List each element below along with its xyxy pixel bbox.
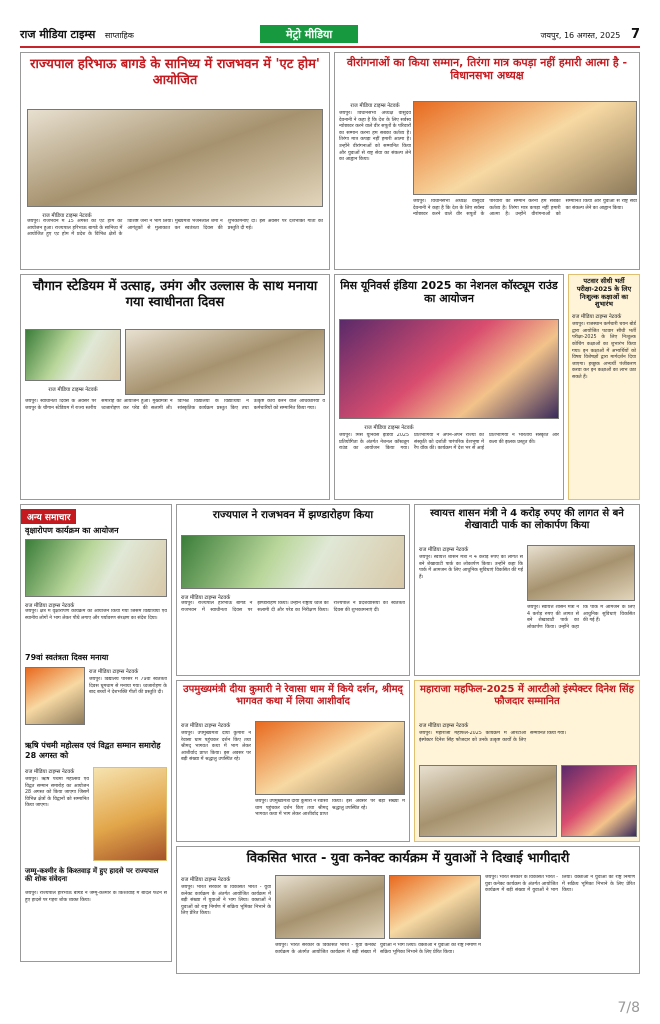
sidebar-headline: पटवार सीधी भर्ती परीक्षा-2025 के लिए निःशुल्क कक्षाओं का शुभारंभ — [576, 277, 632, 309]
photo-flag — [25, 329, 121, 381]
story-chaugan-stadium — [20, 274, 330, 500]
story-body: जयपुर। महाराजा महफिल-2025 कार्यक्रम में आरटीओ इंस्पेक्टर दिनेश सिंह फौजदार को उनके उत्कृष्ट कार्यों के लिए सम्मानित किया गया। — [419, 731, 566, 743]
story-shekhawati-park — [414, 504, 640, 676]
news-item-title: ऋषि पंचमी महोत्सव एवं विद्वत सम्मान समारोह 28 अगस्त को — [25, 741, 161, 760]
page-counter: 7/8 — [617, 1000, 640, 1016]
byline: राज मीडिया टाइम्स नेटवर्क — [419, 723, 469, 729]
news-item-body: जयपुर। विद्यालय परिसर में 79वां स्वतंत्रता दिवस धूमधाम से मनाया गया। ध्वजारोहण के बाद बच्चों ने देशभक्ति गीतों की प्रस्तुति दी। — [89, 677, 167, 696]
masthead — [20, 24, 640, 44]
story-body-continued: जयपुर। भारत सरकार के विकसित भारत - युवा कनेक्ट कार्यक्रम के अंतर्गत आयोजित कार्यक्रम में बड़ी संख्या में युवाओं ने भाग लिया। वक्ताओं ने युवाओं को राष्ट्र निर्माण में सक्रिय भूमिका निभाने के लिए प्रेरित किया। — [485, 875, 635, 894]
story-body: जयपुर। विधानसभा अध्यक्ष वासुदेव देवनानी ने कहा है कि देश के लिए सर्वस्व न्योछावर करने वाले वीर सपूतों के परिवारों का सम्मान करना हम सबका कर्तव्य है। तिरंगा मात्र कपड़ा नहीं हमारी आत्मा है। उन्होंने वीरांगनाओं को सम्मानित किया और युवाओं से राष्ट्र सेवा का संकल्प लेने का आह्वान किया। — [339, 111, 411, 163]
headline: उपमुख्यमंत्री दीया कुमारी ने रेवासा धाम में किये दर्शन, श्रीमद् भागवत कथा में लिया आशीर्वाद — [183, 684, 403, 708]
news-item-body: जयपुर। क्षेत्र में वृक्षारोपण कार्यक्रम का आयोजन किया गया जिसमें विद्यार्थियों एवं स्थानीय लोगों ने भाग लेकर पौधे लगाए और पर्यावरण संरक्षण का संदेश दिया। — [25, 609, 167, 621]
page-number: 7 — [630, 26, 640, 42]
byline: राज मीडिया टाइम्स नेटवर्क — [42, 213, 92, 219]
story-body: जयपुर। भारत सरकार के विकसित भारत - युवा कनेक्ट कार्यक्रम के अंतर्गत आयोजित कार्यक्रम में बड़ी संख्या में युवाओं ने भाग लिया। वक्ताओं ने युवाओं को राष्ट्र निर्माण में सक्रिय भूमिका निभाने के लिए प्रेरित किया। — [181, 885, 271, 917]
photo-plantation — [25, 539, 167, 597]
photo-at-home — [27, 109, 323, 207]
headline: महाराजा महफिल-2025 में आरटीओ इंस्पेक्टर दिनेश सिंह फौजदार सम्मानित — [420, 684, 634, 708]
story-body: जयपुर। उपमुख्यमंत्री दीया कुमारी ने रेवासा धाम पहुंचकर दर्शन किए तथा श्रीमद् भागवत कथा में भाग लेकर आशीर्वाद प्राप्त किया। इस अवसर पर बड़ी संख्या में श्रद्धालु उपस्थित रहे। — [181, 731, 251, 763]
paper-frequency: साप्ताहिक — [104, 30, 134, 40]
story-maharaja-mehfil — [414, 680, 640, 842]
news-item-title: वृक्षारोपण कार्यक्रम का आयोजन — [25, 526, 119, 535]
byline: राज मीडिया टाइम्स नेटवर्क — [48, 387, 98, 393]
sidebar-body: जयपुर। राजस्थान कर्मचारी चयन बोर्ड द्वारा आयोजित पटवार सीधी भर्ती परीक्षा-2025 के लिए निःशुल्क कोचिंग कक्षाओं का शुभारंभ किया गया। इन कक्षाओं में अभ्यर्थियों को विषय विशेषज्ञों द्वारा मार्गदर्शन दिया जाएगा। इच्छुक अभ्यर्थी पंजीकरण करवा कर इन कक्षाओं का लाभ उठा सकते हैं। — [572, 322, 636, 381]
news-item-byline: राज मीडिया टाइम्स नेटवर्क — [25, 769, 75, 775]
story-speaker-honors — [334, 52, 640, 270]
story-body: जयपुर। मिस यूनिवर्स इंडिया 2025 प्रतियोगिता के अंतर्गत नेशनल कॉस्ट्यूम राउंड का आयोजन किया गया। प्रतिभागियों ने अपने-अपने राज्यों की संस्कृति को दर्शाती पारंपरिक वेशभूषा में रैंप वॉक की। कार्यक्रम में देश भर से आई प्रतिभागियों ने भारतीय संस्कृति और कला की झलक प्रस्तुत की। — [339, 433, 559, 452]
photo-mehfil-stage — [561, 765, 637, 837]
other-news-column — [20, 504, 172, 962]
story-body: जयपुर। स्वायत्त शासन मंत्री ने 4 करोड़ रुपए की लागत से बने शेखावाटी पार्क का लोकार्पण किया। उन्होंने कहा कि पार्क में आमजन के लिए आधुनिक सुविधाएं विकसित की गई हैं। — [419, 555, 523, 580]
section-label: मेट्रो मीडिया — [260, 25, 358, 43]
photo-bhagwat-katha — [255, 721, 405, 795]
headline: चौगान स्टेडियम में उत्साह, उमंग और उल्लास के साथ मनाया गया स्वाधीनता दिवस — [32, 279, 318, 310]
news-item-body: जयपुर। राज्यपाल हरिभाऊ बागडे ने जम्मू-कश्मीर के किश्तवाड़ में बादल फटने से हुए हादसे पर गहरा शोक व्यक्त किया। — [25, 891, 167, 903]
story-body-continued: जयपुर। विधानसभा अध्यक्ष वासुदेव देवनानी ने कहा है कि देश के लिए सर्वस्व न्योछावर करने वाले वीर सपूतों के परिवारों का सम्मान करना हम सबका कर्तव्य है। तिरंगा मात्र कपड़ा नहीं हमारी आत्मा है। उन्होंने वीरांगनाओं को सम्मानित किया और युवाओं से राष्ट्र सेवा का संकल्प लेने का आह्वान किया। — [413, 199, 637, 218]
story-body-continued: जयपुर। भारत सरकार के विकसित भारत - युवा कनेक्ट कार्यक्रम के अंतर्गत आयोजित कार्यक्रम में बड़ी संख्या में युवाओं ने भाग लिया। वक्ताओं ने युवाओं को राष्ट्र निर्माण में सक्रिय भूमिका निभाने के लिए प्रेरित किया। — [275, 943, 481, 955]
news-item-title: 79वां स्वतंत्रता दिवस मनाया — [25, 653, 109, 662]
headline: मिस यूनिवर्स इंडिया 2025 का नेशनल कॉस्ट्यूम राउंड का आयोजन — [340, 279, 558, 306]
headline: स्वायत्त शासन मंत्री ने 4 करोड़ रुपए की लागत से बने शेखावाटी पार्क का लोकार्पण किया — [430, 508, 624, 532]
story-governor-at-home — [20, 52, 330, 270]
story-body: जयपुर। राजभवन में 15 अगस्त को एट होम का आयोजन हुआ। राज्यपाल हरिभाऊ बागडे के सानिध्य में आयोजित हुए एट होम में प्रदेश के विभिन्न क्षेत्रों के विशिष्ट जनों ने भाग लिया। मुख्यमंत्री भजनलाल शर्मा ने आगंतुकों से मुलाकात कर स्वतंत्रता दिवस की शुभकामनाएं दीं। इस अवसर पर देशभक्ति गीतों की प्रस्तुति दी गई। — [27, 219, 323, 238]
story-body: जयपुर। राज्यपाल हरिभाऊ बागडे ने राजभवन में स्वाधीनता दिवस पर झण्डारोहण किया। उन्होंने राष्ट्रीय ध्वज को सलामी दी और परेड का निरीक्षण किया। राज्यपाल ने प्रदेशवासियों को स्वतंत्रता दिवस की शुभकामनाएं दीं। — [181, 601, 405, 613]
story-miss-universe — [334, 274, 564, 500]
story-flag-hoisting-rajbhavan — [176, 504, 410, 676]
byline: राज मीडिया टाइम्स नेटवर्क — [419, 547, 469, 553]
byline: राज मीडिया टाइम्स नेटवर्क — [350, 103, 400, 109]
photo-park-inauguration — [527, 545, 635, 601]
news-item-body: जयपुर। ऋषि पंचमी महोत्सव एवं विद्वत सम्मान समारोह का आयोजन 28 अगस्त को किया जाएगा जिसमें विभिन्न क्षेत्रों के विद्वानों को सम्मानित किया जाएगा। — [25, 777, 89, 809]
story-viksit-bharat-yuva-connect — [176, 846, 640, 974]
paper-name: राज मीडिया टाइम्स — [20, 27, 96, 41]
byline: राज मीडिया टाइम्स नेटवर्क — [181, 595, 231, 601]
news-item-byline: राज मीडिया टाइम्स नेटवर्क — [25, 603, 75, 609]
photo-costume-round — [339, 319, 559, 419]
dateline: जयपुर, 16 अगस्त, 2025 — [540, 30, 621, 40]
photo-mehfil-honor — [419, 765, 557, 837]
news-item-byline: राज मीडिया टाइम्स नेटवर्क — [89, 669, 139, 675]
headline: वीरांगनाओं का किया सम्मान, तिरंगा मात्र कपड़ा नहीं हमारी आत्मा है - विधानसभा अध्यक्ष — [346, 56, 628, 83]
headline: राज्यपाल ने राजभवन में झण्डारोहण किया — [212, 509, 374, 521]
headline: राज्यपाल हरिभाऊ बागडे के सानिध्य में राजभवन में 'एट होम' आयोजित — [30, 57, 320, 88]
photo-parade — [181, 535, 405, 589]
news-item-title: जम्मू-कश्मीर के किश्तवाड़ में हुए हादसे पर राज्यपाल की शोक संवेदना — [25, 867, 159, 884]
story-body-continued: जयपुर। उपमुख्यमंत्री दीया कुमारी ने रेवासा धाम पहुंचकर दर्शन किए तथा श्रीमद् भागवत कथा में भाग लेकर आशीर्वाद प्राप्त किया। इस अवसर पर बड़ी संख्या में श्रद्धालु उपस्थित रहे। — [255, 799, 405, 818]
sidebar-byline: राज मीडिया टाइम्स नेटवर्क — [572, 314, 622, 321]
photo-independence-day — [25, 667, 85, 725]
photo-dignitaries — [125, 329, 325, 395]
photo-youth-group — [275, 875, 385, 939]
photo-youth-event — [389, 875, 481, 939]
story-body: जयपुर। स्वाधीनता दिवस के अवसर पर जयपुर के चौगान स्टेडियम में राज्य स्तरीय समारोह का आयोजन हुआ। मुख्यमंत्री ने ध्वजारोहण कर परेड की सलामी ली। विभिन्न विद्यालयों के विद्यार्थियों ने सांस्कृतिक कार्यक्रम प्रस्तुत किए तथा उत्कृष्ट कार्य करने वाले अधिकारियों व कर्मचारियों को सम्मानित किया गया। — [25, 399, 325, 411]
masthead-rule — [20, 46, 640, 48]
photo-speaker — [413, 101, 637, 195]
other-news-label: अन्य समाचार — [21, 509, 76, 524]
masthead-right — [540, 27, 640, 42]
story-diya-kumari-rewasa — [176, 680, 410, 842]
byline: राज मीडिया टाइम्स नेटवर्क — [181, 877, 231, 883]
byline: राज मीडिया टाइम्स नेटवर्क — [181, 723, 231, 729]
masthead-left — [20, 27, 220, 42]
sidebar-patwar-exam — [568, 274, 640, 500]
photo-rishi-panchami-poster — [93, 767, 167, 861]
story-body-continued: जयपुर। स्वायत्त शासन मंत्री ने 4 करोड़ रुपए की लागत से बने शेखावाटी पार्क का लोकार्पण किया। उन्होंने कहा कि पार्क में आमजन के लिए आधुनिक सुविधाएं विकसित की गई हैं। — [527, 605, 635, 630]
byline: राज मीडिया टाइम्स नेटवर्क — [364, 425, 414, 431]
headline: विकसित भारत - युवा कनेक्ट कार्यक्रम में युवाओं ने दिखाई भागीदारी — [246, 851, 570, 866]
